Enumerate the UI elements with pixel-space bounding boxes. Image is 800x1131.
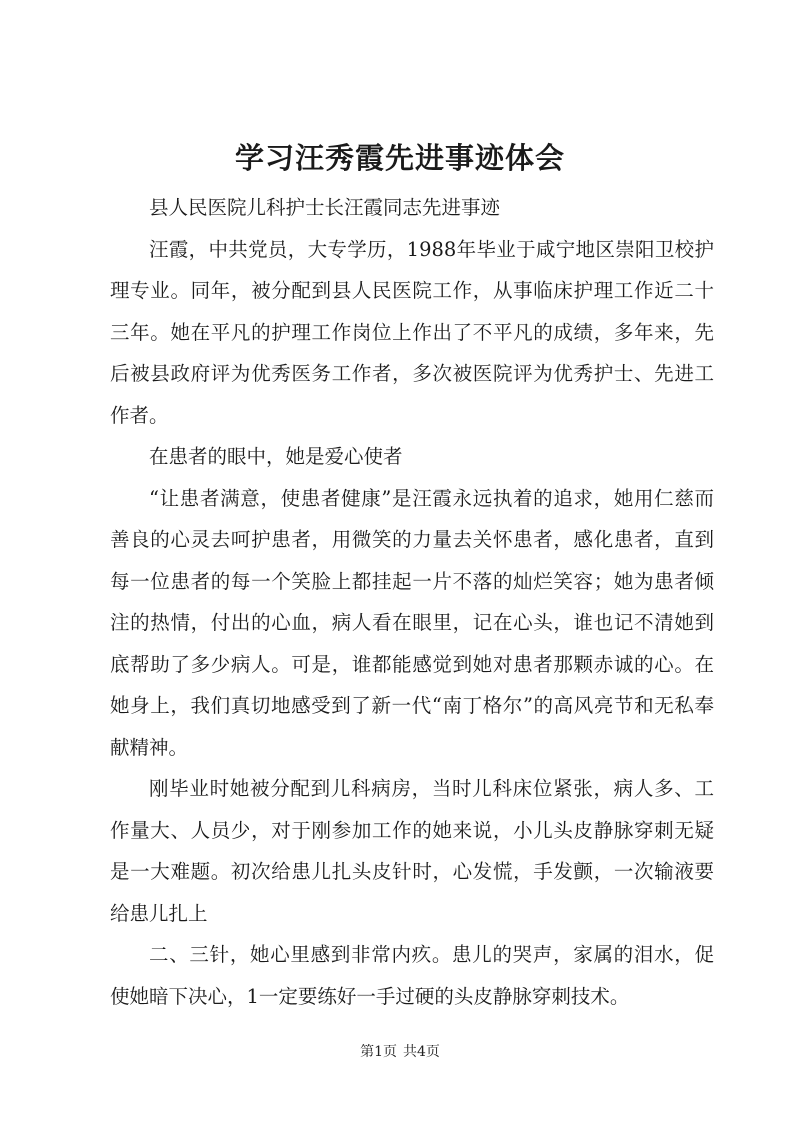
paragraph-early-career: 刚毕业时她被分配到儿科病房，当时儿科床位紧张，病人多、工作量大、人员少，对于刚参加工作的她来说，小儿头皮静脉穿刺无疑是一大难题。初次给患儿扎头皮针时，心发慌，手发颤，一次输液要给患儿扎上 bbox=[110, 777, 714, 925]
document-body bbox=[110, 187, 714, 1017]
page-total: 共4页 bbox=[403, 1044, 440, 1060]
paragraph-determination: 二、三针，她心里感到非常内疚。患儿的哭声，家属的泪水，促使她暗下决心，1一定要练好一手过硬的头皮静脉穿刺技术。 bbox=[110, 943, 714, 1008]
paragraph-subtitle: 县人民医院儿科护士长汪霞同志先进事迹 bbox=[149, 196, 501, 219]
document-title: 学习汪秀霞先进事迹体会 bbox=[234, 141, 565, 175]
page-number: 第1页 bbox=[360, 1044, 397, 1060]
paragraph-intro: 汪霞，中共党员，大专学历，1988年毕业于咸宁地区崇阳卫校护理专业。同年，被分配到县人民医院工作，从事临床护理工作近二十三年。她在平凡的护理工作岗位上作出了不平凡的成绩，多年来，先后被县政府评为优秀医务工作者，多次被医院评为优秀护士、先进工作者。 bbox=[110, 237, 714, 427]
paragraph-heading-caring: 在患者的眼中，她是爱心使者 bbox=[149, 445, 403, 468]
page-footer bbox=[0, 1042, 800, 1062]
paragraph-patient-care: “让患者满意，使患者健康”是汪霞永远执着的追求，她用仁慈而善良的心灵去呵护患者，用微笑的力量去关怀患者，感化患者，直到每一位患者的每一个笑脸上都挂起一片不落的灿烂笑容；她为患者倾注的热情，付出的心血，病人看在眼里，记在心头，谁也记不清她到底帮助了多少病人。可是，谁都能感觉到她对患者那颗赤诚的心。在她身上，我们真切地感受到了新一代“南丁格尔”的高风亮节和无私奉献精神。 bbox=[110, 486, 714, 759]
